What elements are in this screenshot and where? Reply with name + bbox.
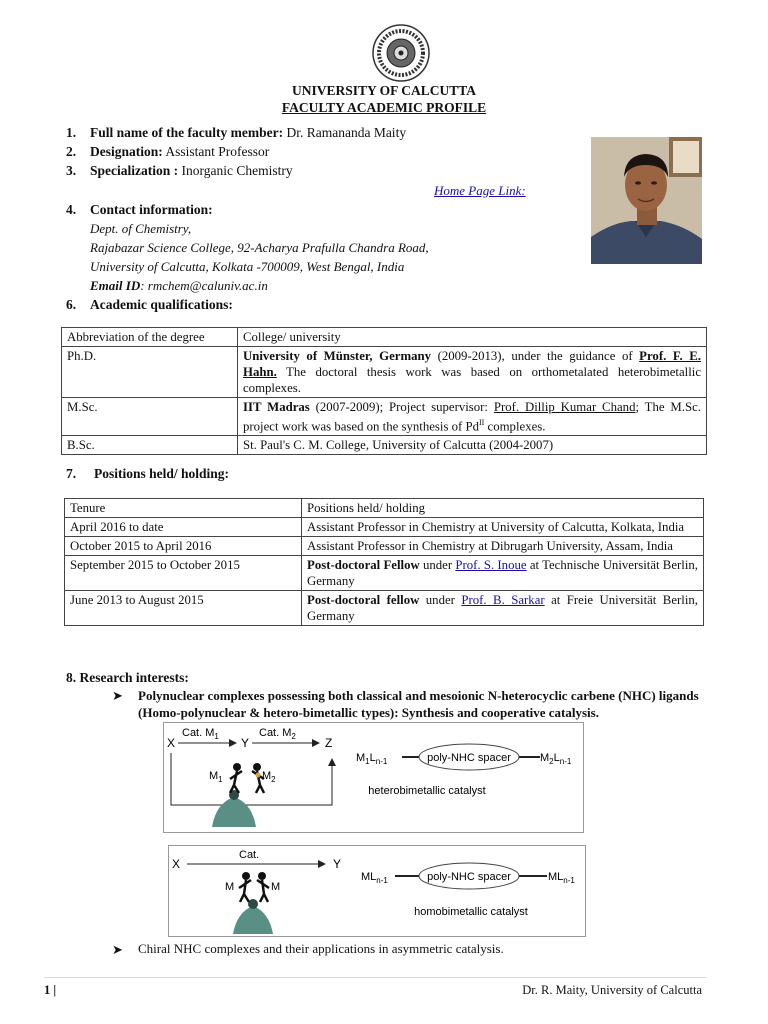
fig1-m2: $M_2$ [262, 770, 276, 784]
college-cell: St. Paul's C. M. College, University of Calcutta (2004-2007) [238, 436, 707, 455]
sarkar-link[interactable]: Prof. B. Sarkar [461, 593, 545, 607]
fig2-x: X [172, 857, 181, 871]
degree-cell: Ph.D. [62, 347, 238, 398]
qualifications-heading: 6. Academic qualifications: [66, 297, 233, 312]
fig2-spacer: poly-NHC spacer [427, 871, 511, 883]
table-row [65, 537, 704, 556]
fig1-x: X [167, 736, 176, 750]
fig1-spacer: poly-NHC spacer [427, 752, 511, 764]
header-college: College/ university [238, 328, 707, 347]
email: Email ID: rmchem@caluniv.ac.in [90, 278, 268, 293]
table-header-row [62, 328, 707, 347]
bullet-arrow-icon: ➤ [112, 942, 123, 957]
page-number: 1 | [44, 983, 57, 997]
footer-divider [44, 977, 706, 978]
position-cell: Assistant Professor in Chemistry at University of Calcutta, Kolkata, India [302, 518, 704, 537]
table-header-row [65, 499, 704, 518]
contact-line-2: Rajabazar Science College, 92-Acharya Prafulla Chandra Road, [90, 240, 429, 255]
table-row [62, 347, 707, 398]
header-position: Positions held/ holding [302, 499, 704, 518]
header-degree: Abbreviation of the degree [62, 328, 238, 347]
fig1-cat1: Cat. $M_1$ [182, 727, 219, 741]
table-row [62, 398, 707, 436]
fig1-y: Y [241, 736, 250, 750]
field-designation: 2. Designation: Assistant Professor [66, 144, 270, 159]
degree-cell: M.Sc. [62, 398, 238, 436]
fig1-right-ligand: $M_2L_{n-1}$ [540, 752, 572, 766]
college-cell: University of Münster, Germany (2009-2013), under the guidance of Prof. F. E. Hahn. The doctoral thesis work was based on orthometalated heterobimetallic complexes. [238, 347, 707, 398]
profile-title: FACULTY ACADEMIC PROFILE [281, 100, 487, 115]
field-name: 1. Full name of the faculty member: Dr. Ramananda Maity [66, 125, 407, 140]
qualifications-table [61, 327, 707, 455]
university-seal [372, 24, 430, 82]
footer-author: Dr. R. Maity, University of Calcutta [522, 983, 702, 997]
fig2-cat: Cat. [239, 849, 260, 861]
catalyst-figure-icon [233, 872, 273, 934]
tenure-cell: October 2015 to April 2016 [65, 537, 302, 556]
university-title: UNIVERSITY OF CALCUTTA [291, 83, 477, 98]
contact-line-3: University of Calcutta, Kolkata -700009, West Bengal, India [90, 259, 405, 274]
home-page-link[interactable]: Home Page Link: [434, 183, 526, 198]
faculty-photo [591, 137, 702, 264]
fig2-right-ligand: $ML_{n-1}$ [548, 871, 575, 885]
research-heading: 8. Research interests: [66, 670, 189, 685]
degree-cell: B.Sc. [62, 436, 238, 455]
fig2-left-ligand: $ML_{n-1}$ [361, 871, 388, 885]
homobimetallic-figure [168, 845, 586, 937]
table-row [65, 556, 704, 591]
positions-heading: 7. Positions held/ holding: [66, 466, 230, 481]
positions-table [64, 498, 704, 626]
fig1-m1: $M_1$ [209, 770, 223, 784]
tenure-cell: September 2015 to October 2015 [65, 556, 302, 591]
table-row [65, 591, 704, 626]
research-bullet-1: Polynuclear complexes possessing both classical and mesoionic N-heterocyclic carbene (NHC) ligands (Homo-polynuclear & hetero-bimetallic types): Synthesis and cooperative catalysis. [138, 688, 699, 720]
fig2-m-right: M [271, 881, 281, 893]
fig1-caption: heterobimetallic catalyst [368, 785, 486, 797]
position-cell: Assistant Professor in Chemistry at Dibrugarh University, Assam, India [302, 537, 704, 556]
position-cell: Post-doctoral fellow under Prof. B. Sarkar at Freie Universität Berlin, Germany [302, 591, 704, 626]
inoue-link[interactable]: Prof. S. Inoue [455, 558, 527, 572]
fig1-z: Z [325, 736, 333, 750]
fig2-m-left: M [225, 881, 235, 893]
table-row [65, 518, 704, 537]
research-bullet-2: Chiral NHC complexes and their applications in asymmetric catalysis. [138, 941, 504, 956]
contact-heading: 4. Contact information: [66, 202, 213, 217]
college-cell: IIT Madras (2007-2009); Project supervisor: Prof. Dillip Kumar Chand; The M.Sc. project work was based on the synthesis of $Pd^{II}$ complexes. [238, 398, 707, 436]
catalyst-figure-icon [212, 763, 264, 827]
fig1-left-ligand: $M_1L_{n-1}$ [356, 752, 388, 766]
tenure-cell: June 2013 to August 2015 [65, 591, 302, 626]
bullet-arrow-icon: ➤ [112, 688, 123, 703]
header-tenure: Tenure [65, 499, 302, 518]
contact-line-1: Dept. of Chemistry, [90, 221, 192, 236]
heterobimetallic-figure [163, 722, 584, 833]
position-cell: Post-doctoral Fellow under Prof. S. Inoue at Technische Universität Berlin, Germany [302, 556, 704, 591]
fig2-caption: homobimetallic catalyst [414, 906, 528, 918]
table-row [62, 436, 707, 455]
fig1-cat2: Cat. $M_2$ [259, 727, 296, 741]
tenure-cell: April 2016 to date [65, 518, 302, 537]
field-specialization: 3. Specialization : Inorganic Chemistry [66, 163, 293, 178]
fig2-y: Y [333, 857, 342, 871]
